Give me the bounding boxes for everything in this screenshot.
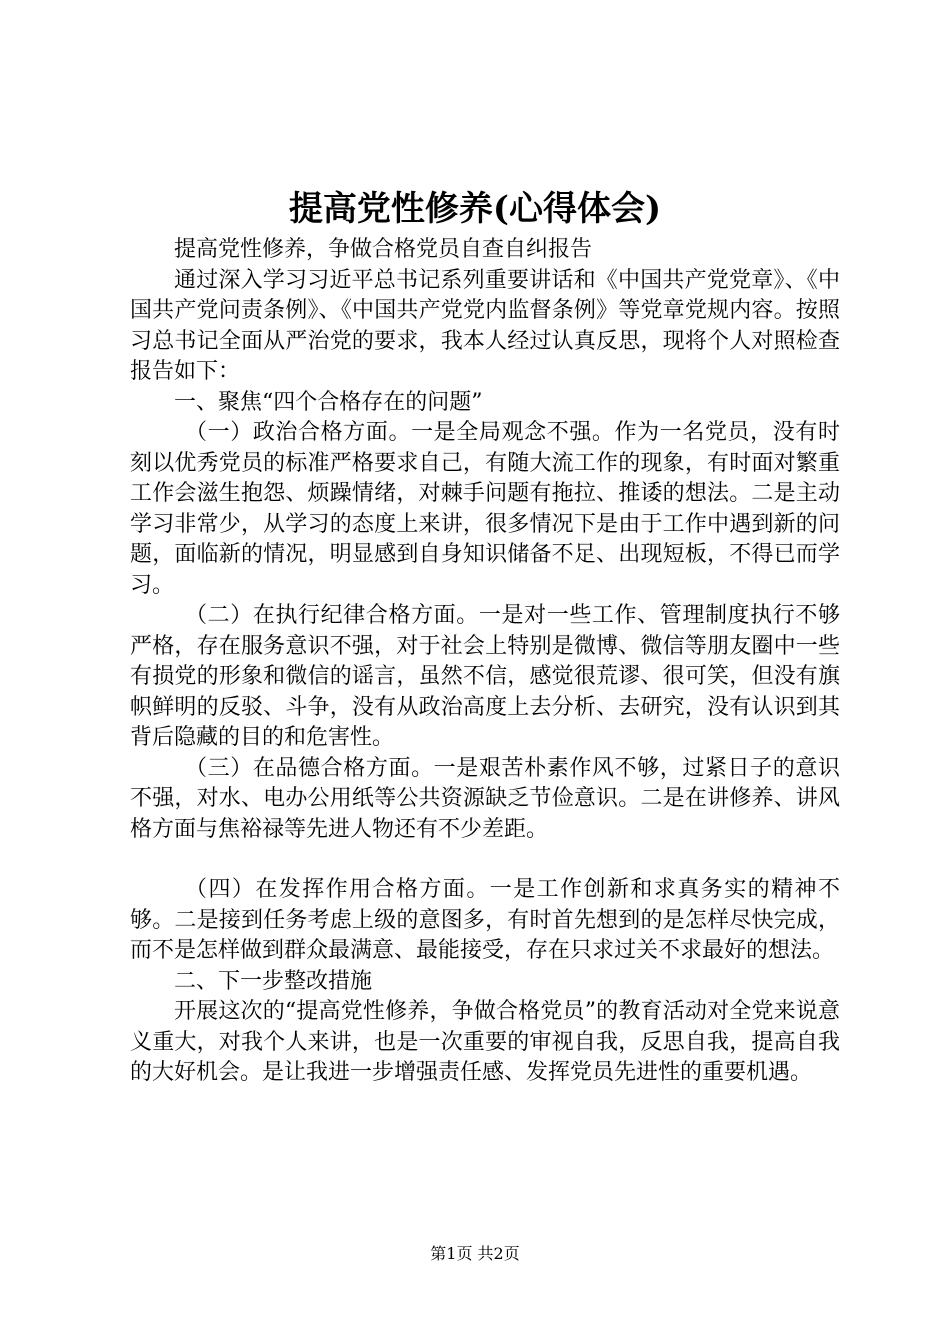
paragraph-political: （一）政治合格方面。一是全局观念不强。作为一名党员，没有时刻以优秀党员的标准严格要求自己，有随大流工作的现象，有时面对繁重工作会滋生抱怨、烦躁情绪，对棘手问题有拖拉、推诿的想法。二是主动学习非常少，从学习的态度上来讲，很多情况下是由于工作中遇到新的问题，面临新的情况，明显感到自身知识储备不足、出现短板，不得已而学习。 [130,420,840,598]
document-body [130,235,840,1089]
paragraph-discipline: （二）在执行纪律合格方面。一是对一些工作、管理制度执行不够严格，存在服务意识不强，对于社会上特别是微博、微信等朋友圈中一些有损党的形象和微信的谣言，虽然不信，感觉很荒谬、很可笑，但没有旗帜鲜明的反驳、斗争，没有从政治高度上去分析、去研究，没有认识到其背后隐藏的目的和危害性。 [130,603,840,750]
page-footer: 第1页 共2页 [430,1244,520,1263]
section-heading-measures: 二、下一步整改措施 [174,968,373,994]
document-title: 提高党性修养(心得体会) [288,189,662,229]
paragraph-intro: 通过深入学习习近平总书记系列重要讲话和《中国共产党党章》、《中国共产党问责条例》、《中国共产党党内监督条例》等党章党规内容。按照习总书记全面从严治党的要求，我本人经过认真反思，现将个人对照检查报告如下： [130,267,840,384]
section-heading-problems: 一、聚焦“四个合格存在的问题” [174,389,483,415]
paragraph-report-heading: 提高党性修养，争做合格党员自查自纠报告 [174,237,593,262]
paragraph-measures: 开展这次的“提高党性修养，争做合格党员”的教育活动对全党来说意义重大，对我个人来讲，也是一次重要的审视自我，反思自我，提高自我的大好机会。是让我进一步增强责任感、发挥党员先进性的重要机遇。 [130,999,840,1085]
paragraph-morality: （三）在品德合格方面。一是艰苦朴素作风不够，过紧日子的意识不强，对水、电办公用纸等公共资源缺乏节俭意识。二是在讲修养、讲风格方面与焦裕禄等先进人物还有不少差距。 [130,755,840,842]
paragraph-role: （四）在发挥作用合格方面。一是工作创新和求真务实的精神不够。二是接到任务考虑上级的意图多，有时首先想到的是怎样尽快完成，而不是怎样做到群众最满意、最能接受，存在只求过关不求最好的想法。 [130,877,840,963]
paragraph-gap [130,845,840,875]
